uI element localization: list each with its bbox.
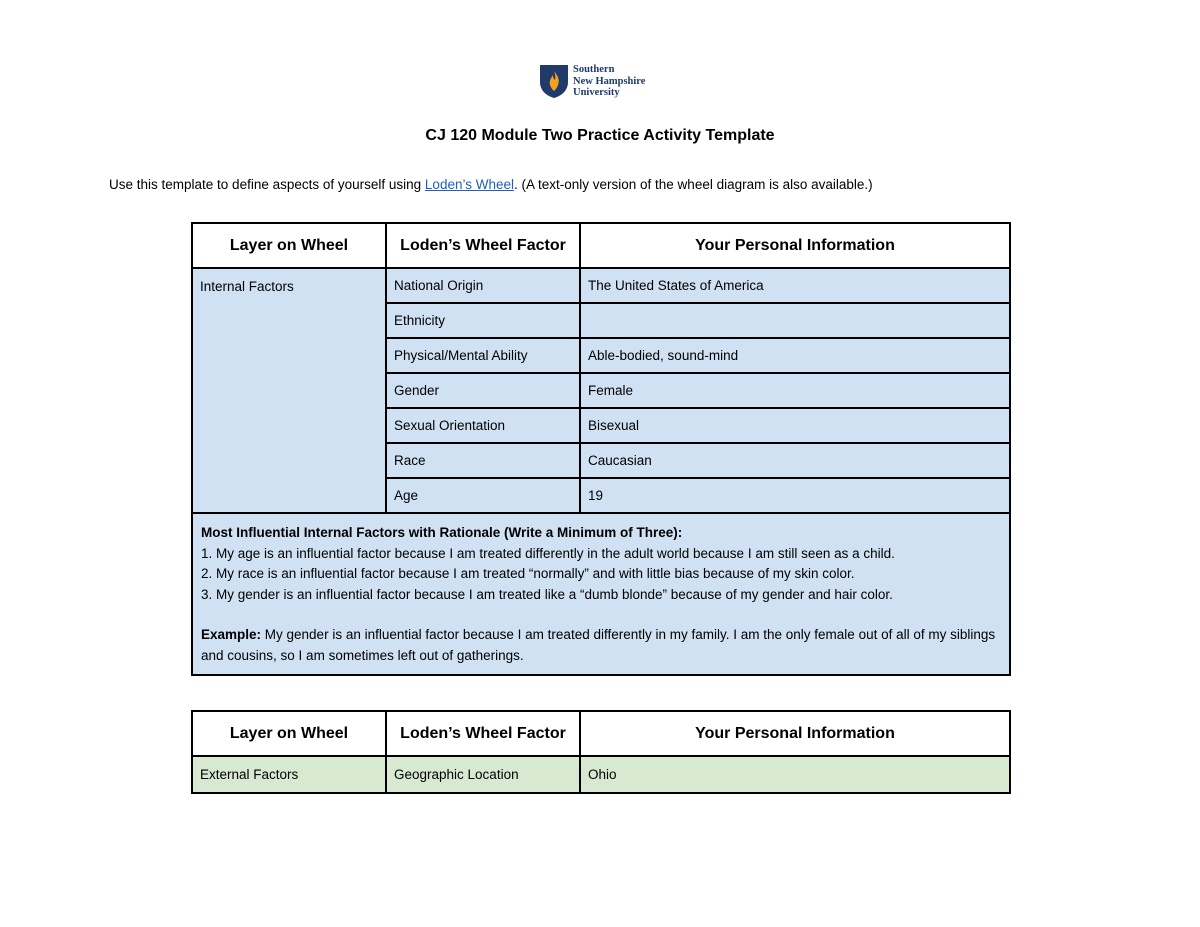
header-layer: Layer on Wheel: [192, 223, 386, 268]
lodens-wheel-link[interactable]: Loden’s Wheel: [424, 177, 514, 192]
logo-wordmark: [573, 64, 645, 99]
info-cell[interactable]: Caucasian: [580, 443, 1010, 478]
header-info: Your Personal Information: [580, 223, 1010, 268]
layer-cell-internal: Internal Factors: [192, 268, 386, 513]
intro-text: Use this template to define aspects of yourself using: [109, 177, 425, 192]
info-cell[interactable]: Able-bodied, sound-mind: [580, 338, 1010, 373]
intro-text-after: . (A text-only version of the wheel diagram is also available.): [513, 177, 873, 192]
info-cell[interactable]: 19: [580, 478, 1010, 513]
factor-cell: Gender: [386, 373, 580, 408]
logo-line: University: [573, 87, 620, 99]
flame-shield-icon: [539, 64, 569, 99]
example-text: My gender is an influential factor because I am treated differently in my family. I am the only female out of all of my siblings and cousins, so I am sometimes left out of gatherings.: [201, 627, 996, 663]
document-title: CJ 120 Module Two Practice Activity Template: [425, 127, 775, 144]
rationale-item: 1. My age is an influential factor because I am treated differently in the adult world because I am still seen as a child.: [201, 545, 895, 561]
rationale-heading: Most Influential Internal Factors with Rationale (Write a Minimum of Three):: [201, 525, 683, 540]
factor-cell: Geographic Location: [386, 756, 580, 793]
header-layer: Layer on Wheel: [192, 711, 386, 756]
intro-paragraph: [109, 177, 873, 192]
factor-cell: Age: [386, 478, 580, 513]
rationale-item: 2. My race is an influential factor because I am treated “normally” and with little bias because of my skin color.: [201, 566, 855, 581]
info-cell[interactable]: Ohio: [580, 756, 1010, 793]
factor-cell: Race: [386, 443, 580, 478]
factor-cell: Ethnicity: [386, 303, 580, 338]
factor-cell: Physical/Mental Ability: [386, 338, 580, 373]
logo-line: New Hampshire: [573, 75, 646, 87]
logo-line: Southern: [573, 64, 615, 76]
rationale-item: 3. My gender is an influential factor because I am treated like a “dumb blonde” because of my gender and hair color.: [201, 586, 893, 602]
info-cell[interactable]: Bisexual: [580, 408, 1010, 443]
snhu-logo: [539, 64, 645, 99]
rationale-row: [192, 513, 1010, 675]
rationale-cell[interactable]: [192, 513, 1010, 675]
layer-cell-external: External Factors: [192, 756, 386, 793]
factor-cell: Sexual Orientation: [386, 408, 580, 443]
example-label: Example:: [201, 627, 262, 642]
info-cell[interactable]: [580, 303, 1010, 338]
info-cell[interactable]: The United States of America: [580, 268, 1010, 303]
info-cell[interactable]: Female: [580, 373, 1010, 408]
header-factor: Loden’s Wheel Factor: [386, 711, 580, 756]
header-factor: Loden’s Wheel Factor: [386, 223, 580, 268]
internal-factors-table: [191, 222, 1011, 676]
example-paragraph: [201, 625, 1001, 666]
table-header-row: [192, 711, 1010, 756]
table-row: [192, 268, 1010, 303]
external-factors-table: [191, 710, 1011, 794]
table-row: [192, 756, 1010, 793]
table-header-row: [192, 223, 1010, 268]
factor-cell: National Origin: [386, 268, 580, 303]
header-info: Your Personal Information: [580, 711, 1010, 756]
